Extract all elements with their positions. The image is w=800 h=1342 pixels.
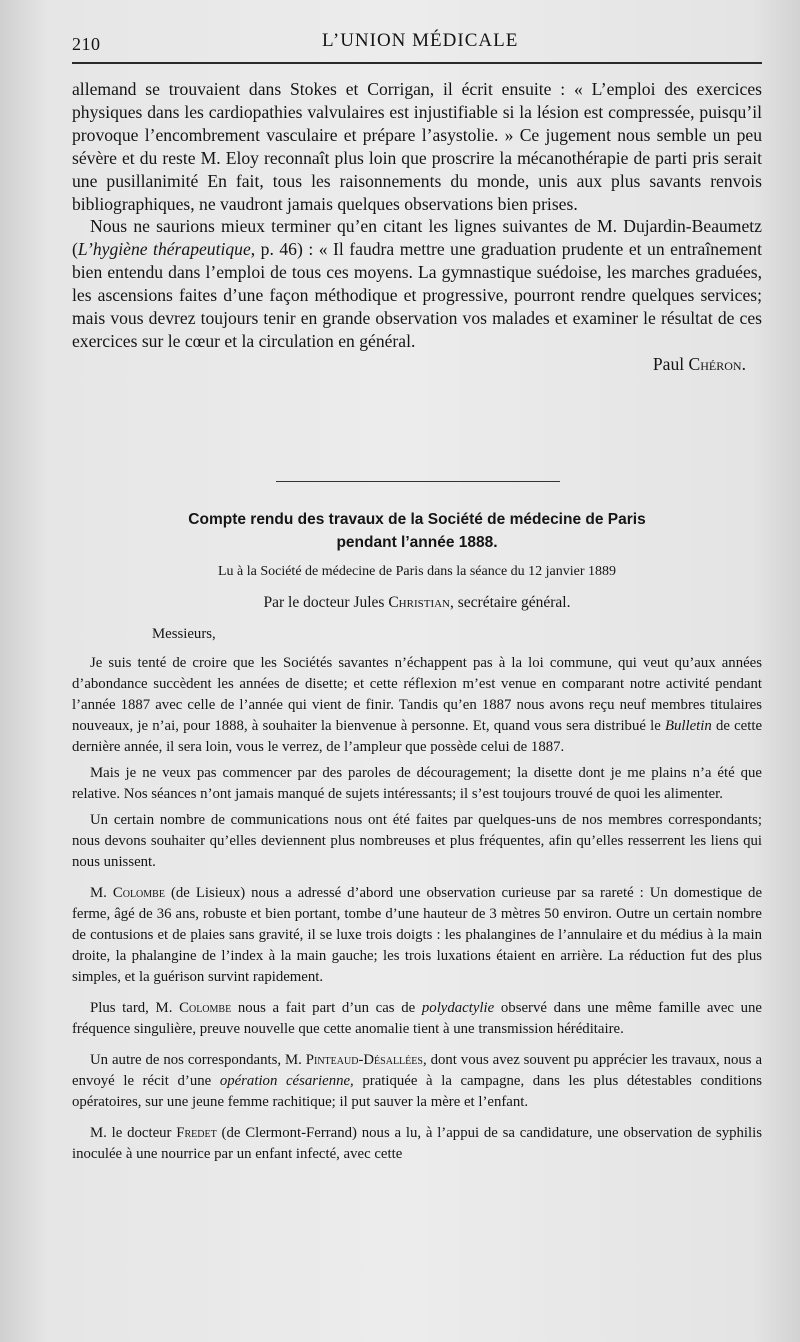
- book-title: L’hygiène thérapeutique: [77, 239, 251, 260]
- title-line: pendant l’année 1888.: [336, 534, 498, 551]
- header-rule: [72, 62, 762, 64]
- body-paragraph: Un autre de nos correspondants, M. Pinteaud-Désallées, dont vous avez souvent pu apprécier les travaux, nous a envoyé le récit d’une opération césarienne, pratiquée à la campagne, dans les plus détestables conditions opératoires, sur une jeune femme rachitique; il put sauver la mère et l’enfant.: [72, 1052, 763, 1110]
- paragraph-text: , p. 46) : « Il faudra mettre une graduation prudente et un entraînement bien entendu dans l’emploi de tous ces moyens. La gymnastique suédoise, les marches graduées, les ascensions faites d’une façon méthodique et progressive, pourront rendre quelques services; mais vous devrez toujours tenir en grande observation vos malades et examiner le résultat de ces exercices sur le cœur et la circulation en général.: [72, 239, 762, 351]
- body-paragraph: Je suis tenté de croire que les Sociétés savantes n’échappent pas à la loi commune, qui veut qu’aux années d’abondance succèdent les années de disette; et cette réflexion m’est venue en comparant notre activité pendant l’année 1887 avec celle de l’année qui vient de finir. Tandis qu’en 1887 nous avons reçu neuf membres titulaires nouveaux, je n’ai, pour 1888, à souhaiter la bienvenue à personne. Et, quand vous sera distribué le Bulletin de cette dernière année, il sera loin, vous le verrez, de l’ampleur que possède celui de 1887.: [72, 655, 763, 755]
- body-paragraph: M. le docteur Fredet (de Clermont-Ferrand) nous a lu, à l’appui de sa candidature, une observation de syphilis inoculée à une nourrice par un enfant infecté, avec cette: [72, 1125, 763, 1162]
- paragraph-text: Nous ne saurions mieux terminer qu’en citant les lignes suivantes de M. Dujardin-Beaumetz (: [72, 216, 762, 260]
- body-paragraph: Plus tard, M. Colombe nous a fait part d’un cas de polydactylie observé dans une même famille avec une fréquence singulière, preuve nouvelle que cette anomalie tient à une transmission héréditaire.: [72, 1000, 762, 1037]
- signature-line: [72, 353, 762, 376]
- report-title: [72, 508, 762, 554]
- body-paragraph: Un certain nombre de communications nous ont été faites par quelques-uns de nos membres correspondants; nous devons souhaiter qu’elles deviennent plus nombreuses et plus fréquentes, afin qu’elles resserrent les liens qui nous unissent.: [72, 812, 762, 870]
- body-paragraph: Mais je ne veux pas commencer par des paroles de découragement; la disette dont je me plains n’a été que relative. Nos séances n’ont jamais manqué de sujets intéressants; il s’est toujours trouvé de quoi les alimenter.: [72, 765, 762, 802]
- previous-article-end: [72, 78, 762, 376]
- page-number: 210: [72, 34, 101, 54]
- article-paragraph: allemand se trouvaient dans Stokes et Corrigan, il écrit ensuite : « L’emploi des exercices physiques dans les cardiopathies valvulaires est injustifiable si la lésion est compressée, puisqu’il provoque l’encombrement vasculaire et prépare l’asystolie. » Ce jugement nous semble un peu sévère et du reste M. Eloy reconnaît plus loin que proscrire la mécanothérapie de parti pris serait une pusillanimité En fait, tous les raisonnements du monde, unis aux plus savants renvois bibliographiques, ne vaudront jamais quelques observations bien prises.: [72, 79, 762, 214]
- article-paragraph-quote: [72, 215, 762, 352]
- title-line: Compte rendu des travaux de la Société de médecine de Paris: [188, 511, 646, 528]
- byline: Par le docteur Jules Christian, secrétaire général.: [263, 594, 571, 611]
- read-at-line: Lu à la Société de médecine de Paris dans la séance du 12 janvier 1889: [217, 564, 617, 579]
- section-divider: [276, 481, 560, 482]
- report-body: [72, 624, 762, 1170]
- salutation: Messieurs,: [152, 626, 216, 642]
- body-paragraph: M. Colombe (de Lisieux) nous a adressé d’abord une observation curieuse par sa rareté : Un domestique de ferme, âgé de 36 ans, robuste et bien portant, tombe d’une hauteur de 3 mètres 50 environ. Outre un certain nombre de contusions et de plaies sans gravité, il se luxe trois doigts : les phalangines de l’annulaire et du médius à la main droite, la phalangine de l’index à la main gauche; les trois luxations étaient en arrière. La réduction fut des plus simples, et la guérison survint rapidement.: [72, 885, 763, 985]
- author-signature: Paul Chéron.: [652, 353, 746, 374]
- running-title: L’UNION MÉDICALE: [322, 30, 519, 51]
- page-header: [72, 28, 762, 60]
- author-name: Christian,: [388, 594, 454, 611]
